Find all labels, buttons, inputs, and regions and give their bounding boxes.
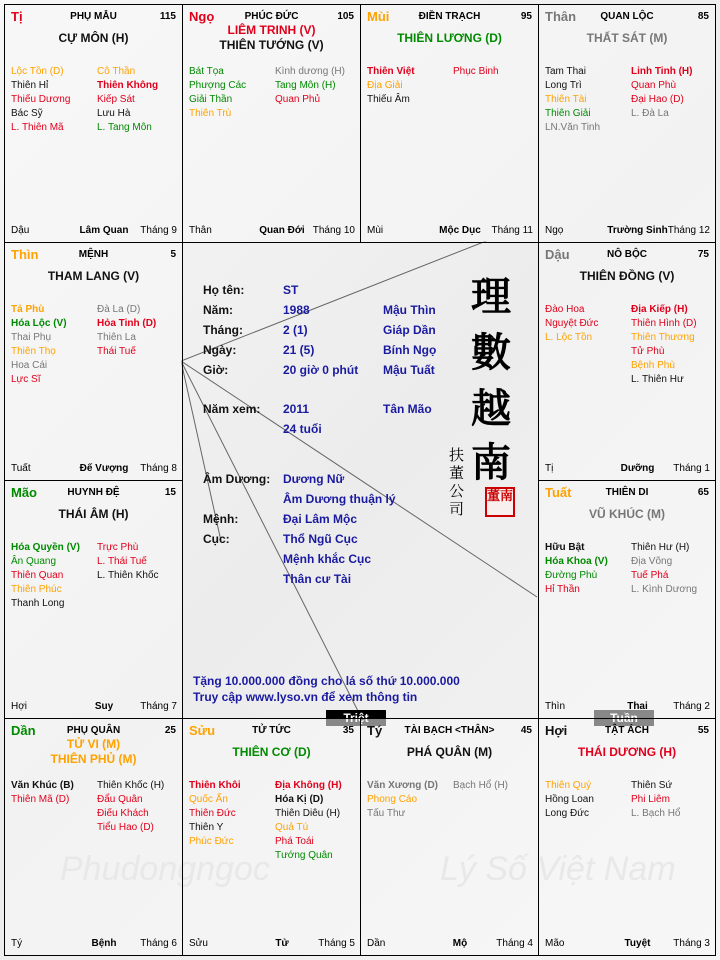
minor-star: Điếu Khách — [97, 808, 149, 819]
right-star-list — [275, 779, 342, 863]
calligraphy-char-3: 越 — [471, 385, 511, 432]
minor-star: Hỏa Tinh (D) — [97, 318, 157, 329]
minor-star: Đại Hao (D) — [631, 94, 684, 105]
palace-number: 5 — [170, 249, 176, 260]
info-label: Giờ: — [203, 363, 229, 377]
minor-star: Lộc Tồn (D) — [11, 66, 64, 77]
palace-cell-than — [538, 4, 716, 243]
minor-star: Thiên Đức — [189, 808, 236, 819]
palace-header — [11, 9, 176, 25]
life-stage: Lâm Quan — [79, 225, 129, 236]
minor-star: Tuế Phá — [631, 570, 669, 581]
life-stage: Thai — [627, 701, 648, 712]
cuc-value: Thổ Ngũ Cục — [283, 532, 358, 546]
minor-star: Phượng Các — [189, 80, 247, 91]
minor-star: Quan Phù — [631, 80, 677, 91]
palace-cell-ty — [360, 718, 539, 956]
minor-star: Phúc Đức — [189, 836, 234, 847]
left-star-list — [545, 303, 598, 345]
minor-star: Hóa Khoa (V) — [545, 556, 608, 567]
left-star-list — [367, 779, 438, 821]
nam-xem-value: 2011 — [283, 402, 310, 416]
palace-number: 115 — [159, 11, 176, 22]
main-stars — [541, 507, 713, 522]
minor-star: Văn Xương (D) — [367, 780, 439, 791]
palace-cell-mui — [360, 4, 539, 243]
life-stage: Trường Sinh — [607, 225, 668, 236]
palace-header — [545, 247, 709, 263]
palace-name: THIÊN DI — [605, 487, 649, 498]
life-stage: Tử — [275, 938, 289, 949]
main-stars — [541, 269, 713, 284]
left-star-list — [545, 779, 594, 821]
minor-star: Quan Phủ — [275, 94, 321, 105]
month-label: Tháng 3 — [673, 938, 710, 949]
minor-star: Ân Quang — [11, 556, 57, 567]
footer-branch: Thân — [189, 225, 212, 236]
branch-label: Sửu — [189, 723, 216, 738]
minor-star: Địa Võng — [631, 556, 673, 567]
footer-branch: Hợi — [11, 701, 28, 712]
main-stars — [541, 31, 713, 46]
palace-name: TẬT ÁCH — [605, 725, 649, 736]
info-label: Tháng: — [203, 323, 243, 337]
minor-star: Thiên Thọ — [11, 346, 56, 357]
minor-star: Phong Cáo — [367, 794, 418, 805]
main-star: CỰ MÔN (H) — [58, 31, 129, 45]
right-star-list — [631, 779, 680, 821]
palace-number: 35 — [342, 725, 354, 736]
branch-label: Tý — [367, 723, 383, 738]
left-star-list — [545, 65, 600, 135]
minor-star: Lực Sĩ — [11, 374, 41, 385]
calligraphy-char-1: 理 — [471, 273, 511, 320]
life-stage: Suy — [94, 701, 114, 712]
month-label: Tháng 2 — [673, 701, 710, 712]
branch-label: Mão — [11, 485, 37, 500]
left-star-list — [11, 65, 70, 135]
promo-line-2[interactable]: Truy cập www.lyso.vn để xem thông tin — [193, 690, 418, 704]
minor-star: Thiên Việt — [367, 66, 415, 77]
palace-name: PHÚC ĐỨC — [244, 11, 299, 22]
minor-star: Kình dương (H) — [275, 66, 345, 77]
right-star-list — [631, 65, 692, 121]
center-info-panel — [181, 241, 539, 717]
month-label: Tháng 9 — [140, 225, 177, 236]
palace-name: NÔ BỘC — [607, 249, 647, 260]
minor-star: Thiên Trù — [189, 108, 232, 119]
calligraphy-small-4: 司 — [449, 500, 465, 518]
minor-star: Phá Toái — [275, 836, 314, 847]
life-stage: Mộc Dục — [439, 225, 481, 236]
palace-header — [11, 485, 176, 501]
main-star: PHÁ QUÂN (M) — [406, 745, 493, 759]
minor-star: Nguyệt Đức — [545, 318, 599, 329]
minor-star: Thiên Hỉ — [11, 80, 49, 91]
palace-cell-hoi — [538, 718, 716, 956]
minor-star: Linh Tinh (H) — [631, 66, 693, 77]
minor-star: Thiên Phúc — [11, 584, 62, 595]
main-star: LIÊM TRINH (V) — [227, 23, 316, 37]
branch-label: Ngọ — [189, 9, 215, 24]
life-stage: Mộ — [452, 938, 468, 949]
palace-footer — [11, 701, 177, 715]
minor-star: Thiếu Âm — [367, 94, 410, 105]
minor-star: Tử Phù — [631, 346, 665, 357]
minor-star: Thiếu Dương — [11, 94, 71, 105]
minor-star: Long Đức — [545, 808, 589, 819]
month-label: Tháng 4 — [496, 938, 533, 949]
footer-branch: Dậu — [11, 225, 30, 236]
minor-star: L. Thiên Mã — [11, 122, 64, 133]
minor-star: Hoa Cái — [11, 360, 48, 371]
left-star-list — [11, 303, 67, 387]
palace-footer — [545, 938, 710, 952]
left-star-list — [11, 779, 74, 807]
palace-footer — [11, 938, 177, 952]
main-star: THIÊN LƯƠNG (D) — [397, 31, 502, 45]
life-stage: Dưỡng — [620, 463, 655, 474]
minor-star: Giải Thần — [189, 94, 233, 105]
month-label: Tháng 1 — [673, 463, 710, 474]
minor-star: L. Đà La — [631, 108, 669, 119]
branch-label: Dậu — [545, 247, 570, 262]
life-stage: Quan Đới — [259, 225, 305, 236]
minor-star: Tả Phù — [11, 304, 45, 315]
palace-name: ĐIỀN TRẠCH — [418, 11, 481, 22]
palace-cell-tuat — [538, 480, 716, 719]
palace-header — [367, 9, 532, 25]
minor-star: Đẩu Quân — [97, 794, 143, 805]
right-star-list — [97, 779, 164, 835]
info-label: Họ tên: — [203, 283, 245, 297]
minor-star: Tang Môn (H) — [275, 80, 336, 91]
palace-footer — [545, 463, 710, 477]
palace-name: PHỤ MẪU — [70, 11, 117, 22]
life-stage: Đế Vượng — [79, 463, 129, 474]
palace-header — [545, 485, 709, 501]
main-stars — [541, 745, 713, 760]
footer-branch: Tuất — [11, 463, 31, 474]
right-star-list — [631, 541, 697, 597]
footer-branch: Sửu — [189, 938, 208, 949]
month-label: Tháng 10 — [312, 225, 355, 236]
minor-star: Bát Tọa — [189, 66, 224, 77]
month-label: Tháng 7 — [140, 701, 177, 712]
minor-star: Thiên Hư (H) — [631, 542, 690, 553]
palace-footer — [189, 938, 355, 952]
minor-star: L. Thiên Hư — [631, 374, 684, 385]
main-stars — [7, 737, 180, 767]
minor-star: L. Kình Dương — [631, 584, 698, 595]
minor-star: Long Trì — [545, 80, 582, 91]
cuc-note-1: Mệnh khắc Cục — [283, 552, 372, 566]
minor-star: Đào Hoa — [545, 304, 585, 315]
minor-star: Thiên Hình (D) — [631, 318, 697, 329]
main-star: THẤT SÁT (M) — [586, 31, 668, 45]
menh-value: Đại Lâm Mộc — [283, 512, 358, 526]
right-star-list — [453, 779, 508, 793]
footer-branch: Ngọ — [545, 225, 564, 236]
footer-branch: Dần — [367, 938, 386, 949]
branch-label: Tị — [11, 9, 23, 24]
main-stars — [7, 507, 180, 522]
main-star: THIÊN CƠ (D) — [232, 745, 311, 759]
am-duong-label: Âm Dương: — [203, 472, 271, 486]
minor-star: L. Bạch Hổ — [631, 808, 681, 819]
minor-star: Thiên Mã (D) — [11, 794, 70, 805]
right-star-list — [275, 65, 345, 107]
footer-branch: Thìn — [545, 701, 566, 712]
main-star: THIÊN ĐỒNG (V) — [579, 269, 675, 283]
minor-star: Phục Binh — [453, 66, 499, 77]
minor-star: Đà La (D) — [97, 304, 141, 315]
main-stars — [185, 23, 358, 53]
minor-star: Thiên Quan — [11, 570, 64, 581]
palace-name: QUAN LỘC — [600, 11, 654, 22]
palace-number: 65 — [697, 487, 709, 498]
branch-label: Thìn — [11, 247, 39, 262]
palace-header — [189, 723, 354, 739]
cuc-label: Cục: — [203, 532, 230, 546]
palace-header — [11, 247, 176, 263]
minor-star: Hóa Quyền (V) — [11, 542, 80, 553]
month-label: Tháng 11 — [491, 225, 533, 236]
minor-star: Thiên Khôi — [189, 780, 241, 791]
info-can-chi: Bính Ngọ — [383, 343, 437, 357]
minor-star: Hóa Kị (D) — [275, 794, 324, 805]
palace-cell-dan — [4, 718, 183, 956]
palace-name: TÀI BẠCH <THÂN> — [404, 725, 495, 736]
main-star: THAM LANG (V) — [47, 269, 140, 283]
palace-number: 25 — [164, 725, 176, 736]
info-label: Ngày: — [203, 343, 237, 357]
palace-footer — [545, 225, 710, 239]
branch-label: Mùi — [367, 9, 390, 24]
branch-label: Dần — [11, 723, 36, 738]
right-star-list — [97, 65, 158, 135]
palace-footer — [11, 463, 177, 477]
am-duong-value: Dương Nữ — [283, 472, 345, 486]
minor-star: Cô Thần — [97, 66, 136, 77]
minor-star: Kiếp Sát — [97, 94, 135, 105]
palace-footer — [189, 225, 355, 239]
minor-star: Hỉ Thần — [545, 584, 580, 595]
minor-star: Bác Sỹ — [11, 108, 43, 119]
minor-star: Thiên Diêu (H) — [275, 808, 341, 819]
nam-xem-can: Tân Mão — [383, 402, 432, 416]
minor-star: Thiên Không — [97, 80, 159, 91]
minor-star: Thiên Thương — [631, 332, 695, 343]
right-star-list — [97, 541, 159, 583]
main-star: THIÊN TƯỚNG (V) — [219, 38, 324, 52]
minor-star: Thiên Quý — [545, 780, 592, 791]
palace-cell-dau — [538, 242, 716, 481]
tuoi-value: 24 tuổi — [283, 422, 322, 436]
branch-label: Thân — [545, 9, 577, 24]
minor-star: Quả Tú — [275, 822, 309, 833]
right-star-list — [453, 65, 499, 79]
minor-star: Tam Thai — [545, 66, 586, 77]
minor-star: Thiên Giải — [545, 108, 591, 119]
info-can-chi: Giáp Dần — [383, 323, 436, 337]
life-stage: Bệnh — [91, 938, 117, 949]
main-stars — [7, 269, 180, 284]
minor-star: Quốc Ấn — [189, 794, 228, 805]
minor-star: Địa Không (H) — [275, 780, 342, 791]
main-star: THIÊN PHỦ (M) — [50, 752, 137, 766]
info-can-chi: Mậu Thìn — [383, 303, 436, 317]
palace-name: TỬ TỨC — [252, 725, 291, 736]
palace-footer — [367, 938, 533, 952]
left-star-list — [189, 779, 241, 849]
main-stars — [7, 31, 180, 46]
info-value: 21 (5) — [283, 343, 315, 357]
info-can-chi: Mậu Tuất — [383, 363, 435, 377]
life-stage: Tuyệt — [624, 938, 651, 949]
palace-header — [367, 723, 532, 739]
info-value: 2 (1) — [283, 323, 308, 337]
right-star-list — [97, 303, 156, 359]
palace-cell-mao — [4, 480, 183, 719]
minor-star: L. Thái Tuế — [97, 556, 147, 567]
minor-star: Bạch Hổ (H) — [453, 780, 509, 791]
palace-footer — [545, 701, 710, 715]
minor-star: Tiểu Hao (D) — [97, 822, 154, 833]
minor-star: Địa Giải — [367, 80, 403, 91]
palace-cell-ngo — [182, 4, 361, 243]
calligraphy-small-1: 扶 — [449, 446, 465, 464]
palace-number: 85 — [697, 11, 709, 22]
minor-star: L. Tang Môn — [97, 122, 152, 133]
main-stars — [185, 745, 358, 760]
info-value: 1988 — [283, 303, 310, 317]
minor-star: Trực Phù — [97, 542, 139, 553]
minor-star: Tướng Quân — [275, 850, 333, 861]
minor-star: Hồng Loan — [545, 794, 594, 805]
left-star-list — [189, 65, 246, 121]
main-stars — [363, 31, 536, 46]
info-value: 20 giờ 0 phút — [283, 363, 359, 377]
minor-star: Thiên Sứ — [631, 780, 673, 791]
calligraphy-char-4: 南 — [471, 439, 511, 486]
minor-star: Lưu Hà — [97, 108, 131, 119]
minor-star: Phi Liêm — [631, 794, 670, 805]
palace-name: HUYNH ĐỆ — [67, 487, 120, 498]
palace-footer — [11, 225, 177, 239]
minor-star: Thai Phụ — [11, 332, 52, 343]
palace-header — [545, 9, 709, 25]
minor-star: L. Lộc Tồn — [545, 332, 593, 343]
minor-star: Địa Kiếp (H) — [631, 304, 688, 315]
minor-star: Thiên Tài — [545, 94, 587, 105]
palace-footer — [367, 225, 533, 239]
minor-star: Thiên La — [97, 332, 136, 343]
am-duong-note: Âm Dương thuận lý — [283, 492, 396, 506]
left-star-list — [367, 65, 415, 107]
footer-branch: Mùi — [367, 225, 384, 236]
palace-cell-suu — [182, 718, 361, 956]
footer-branch: Mão — [545, 938, 565, 949]
footer-branch: Tý — [11, 938, 23, 949]
calligraphy-char-2: 數 — [471, 329, 511, 376]
calligraphy-small-2: 董 — [449, 464, 465, 482]
minor-star: L. Thiên Khốc — [97, 570, 159, 581]
palace-cell-ti — [4, 4, 183, 243]
palace-number: 55 — [697, 725, 709, 736]
right-star-list — [631, 303, 697, 387]
month-label: Tháng 8 — [140, 463, 177, 474]
minor-star: Thái Tuế — [97, 346, 136, 357]
minor-star: Thiên Y — [189, 822, 224, 833]
minor-star: Thiên Khốc (H) — [97, 780, 165, 791]
calligraphy-small-3: 公 — [449, 482, 465, 500]
red-seal-stamp: 董南 — [485, 487, 515, 517]
palace-number: 45 — [520, 725, 532, 736]
cuc-note-2: Thân cư Tài — [283, 572, 352, 586]
left-star-list — [545, 541, 608, 597]
month-label: Tháng 12 — [667, 225, 710, 236]
month-label: Tháng 5 — [318, 938, 355, 949]
main-star: THÁI ÂM (H) — [58, 507, 129, 521]
info-label: Năm: — [203, 303, 234, 317]
main-stars — [363, 745, 536, 760]
minor-star: Hữu Bật — [545, 542, 585, 553]
main-star: THÁI DƯƠNG (H) — [577, 745, 677, 759]
footer-branch: Tị — [545, 463, 554, 474]
left-star-list — [11, 541, 80, 611]
palace-number: 105 — [337, 11, 354, 22]
main-star: TỬ VI (M) — [66, 737, 121, 751]
nam-xem-label: Năm xem: — [203, 402, 261, 416]
palace-number: 75 — [697, 249, 709, 260]
minor-star: Văn Khúc (B) — [11, 780, 74, 791]
minor-star: Bệnh Phù — [631, 360, 675, 371]
palace-header — [545, 723, 709, 739]
info-value: ST — [283, 283, 299, 297]
month-label: Tháng 6 — [140, 938, 177, 949]
menh-label: Mệnh: — [203, 512, 239, 526]
minor-star: Thanh Long — [11, 598, 65, 609]
minor-star: LN.Văn Tinh — [545, 122, 601, 133]
palace-name: PHỤ QUÂN — [66, 725, 121, 736]
main-star: VŨ KHÚC (M) — [589, 507, 665, 521]
palace-cell-thin — [4, 242, 183, 481]
branch-label: Tuất — [545, 485, 572, 500]
branch-label: Hợi — [545, 723, 568, 738]
palace-name: MỆNH — [78, 249, 109, 260]
minor-star: Hóa Lộc (V) — [11, 318, 67, 329]
minor-star: Đường Phù — [545, 570, 598, 581]
promo-line-1: Tặng 10.000.000 đồng cho lá số thứ 10.000.000 — [193, 674, 460, 688]
minor-star: Tấu Thư — [367, 808, 406, 819]
palace-number: 15 — [164, 487, 176, 498]
palace-number: 95 — [520, 11, 532, 22]
